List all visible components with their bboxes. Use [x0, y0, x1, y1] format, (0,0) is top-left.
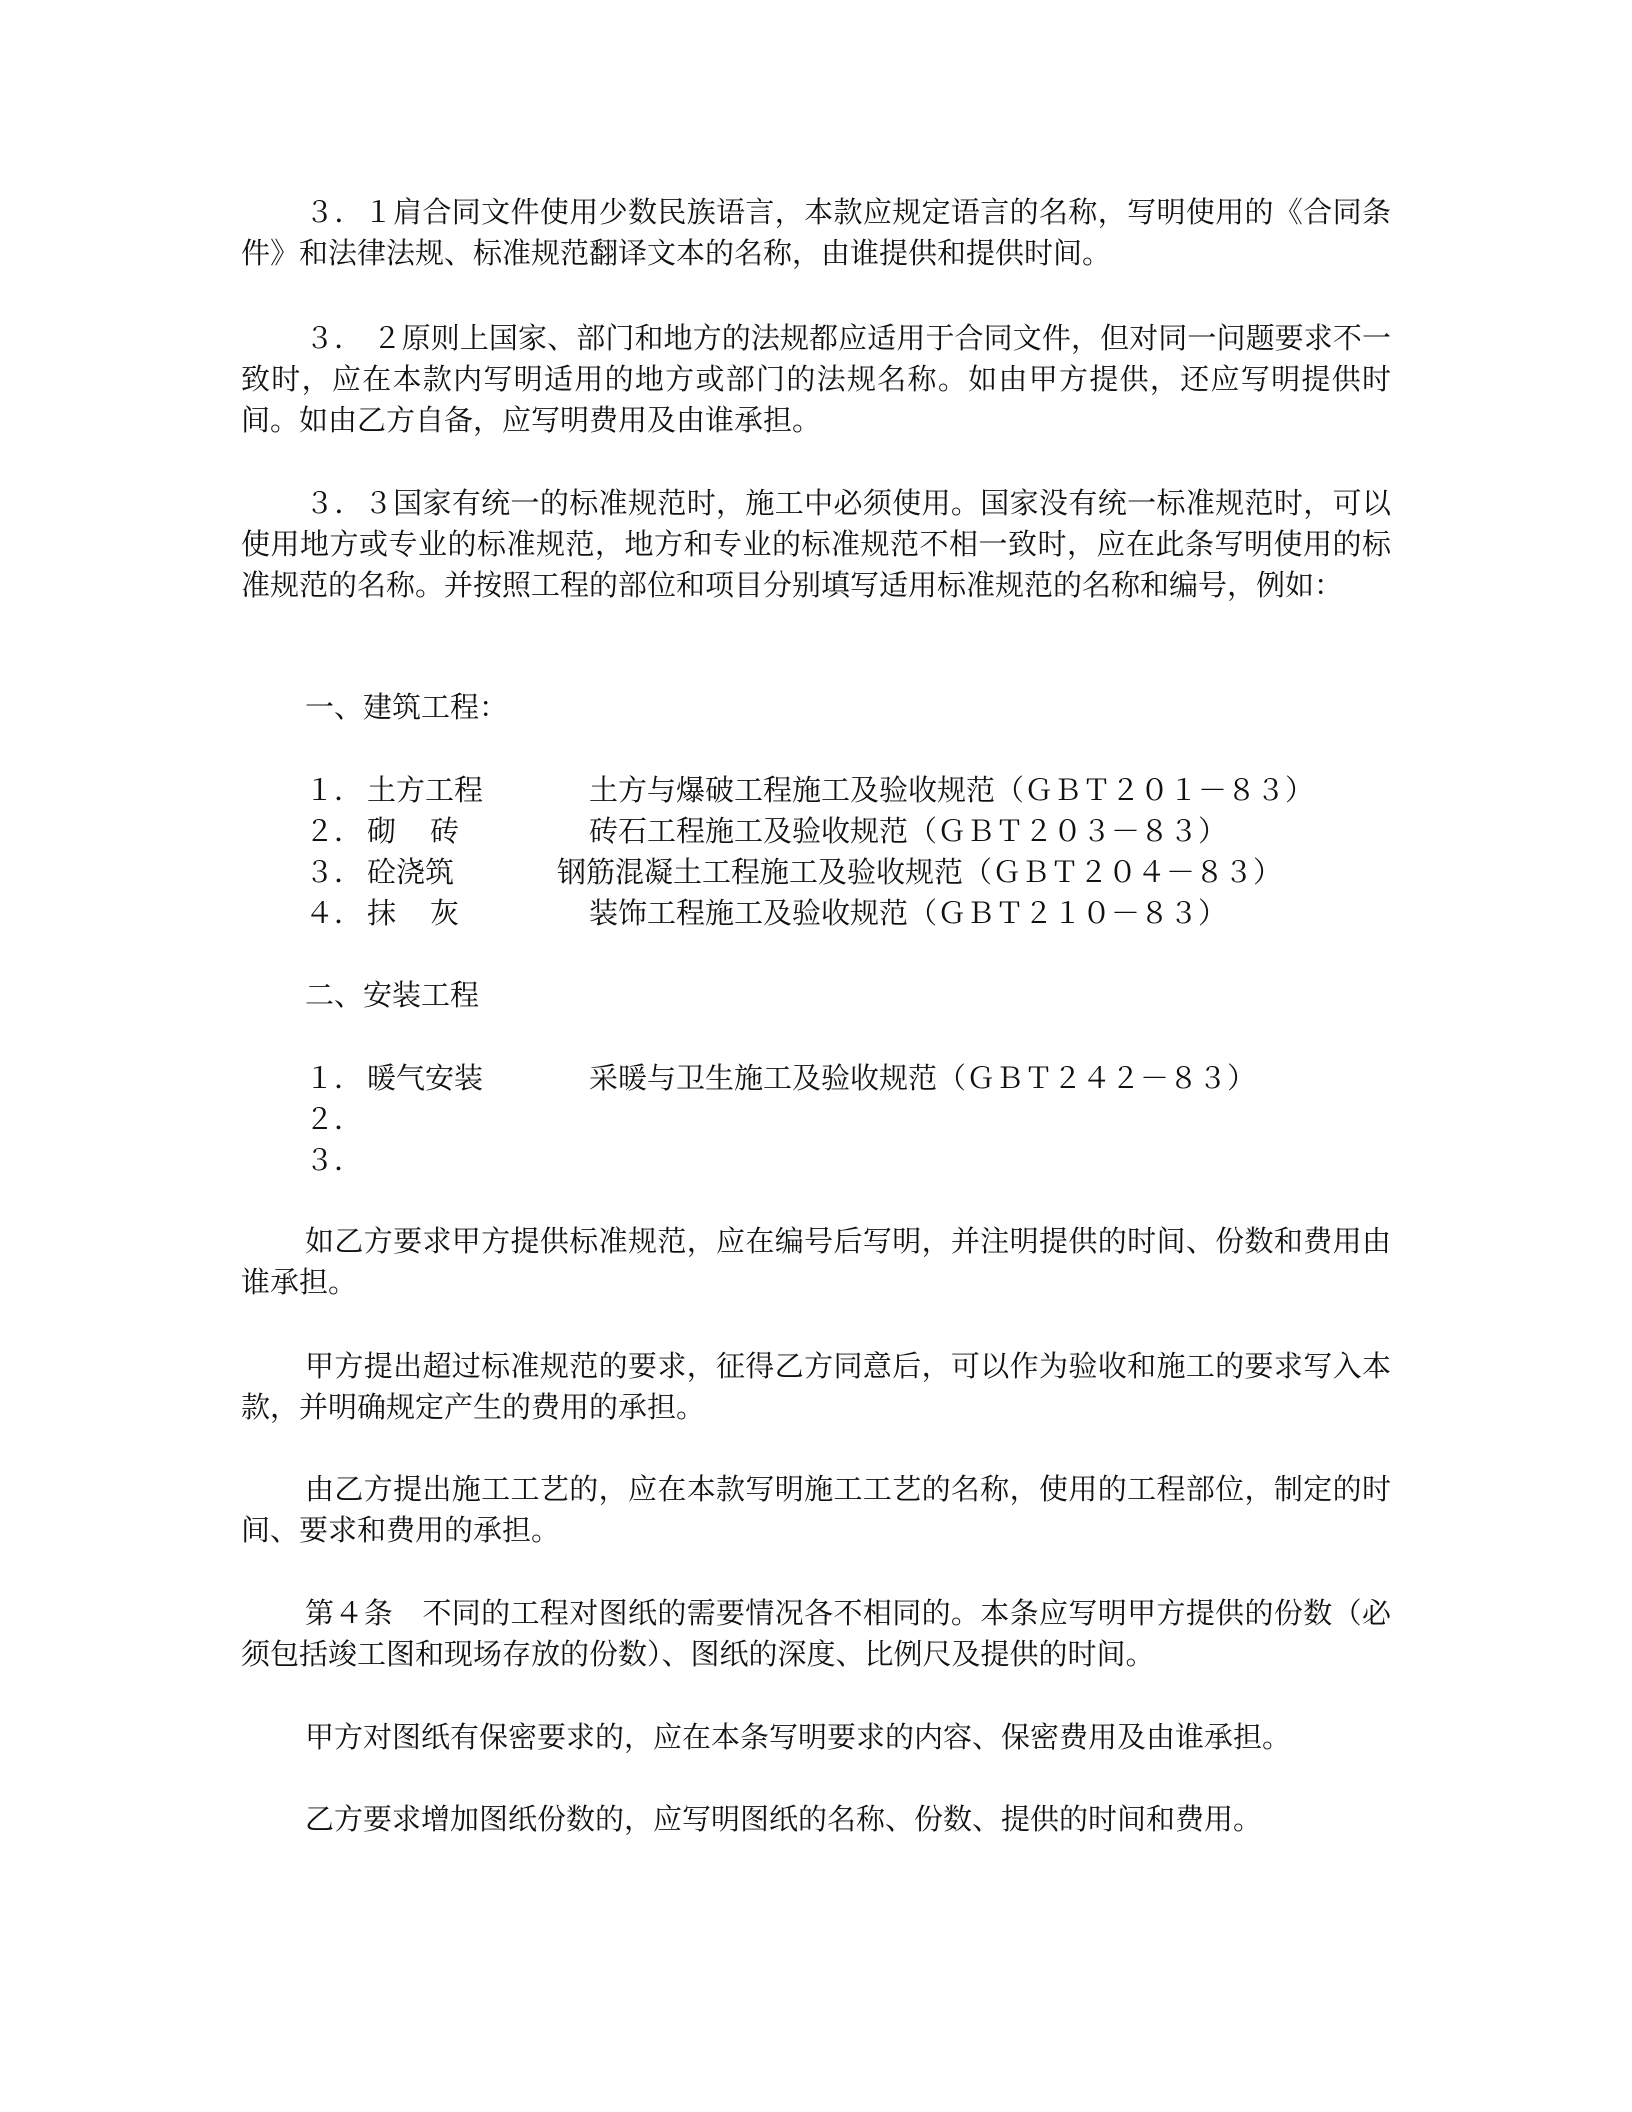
work-item-name: 暖气安装 [367, 1061, 484, 1095]
standard-name: 钢筋混凝土工程施工及验收规范（ＧＢＴ２０４－８３） [557, 855, 1283, 889]
paragraph-3-3: ３．３国家有统一的标准规范时，施工中必须使用。国家没有统一标准规范时，可以使用地方或专业的标准规范，地方和专业的标准规范不相一致时，应在此条写明使用的标准规范的名称。并按照工程的部位和项目分别填写适用标准规范的名称和编号，例如： [241, 486, 1391, 602]
standard-row [305, 1140, 1405, 1181]
standard-row [305, 811, 1405, 852]
standard-name: 采暖与卫生施工及验收规范（ＧＢＴ２４２－８３） [589, 1061, 1257, 1095]
standard-name: 装饰工程施工及验收规范（ＧＢＴ２１０－８３） [589, 896, 1228, 930]
section-heading-building: 一、建筑工程： [305, 690, 509, 724]
paragraph-article-4: 第４条 不同的工程对图纸的需要情况各不相同的。本条应写明甲方提供的份数（必须包括竣工图和现场存放的份数）、图纸的深度、比例尺及提供的时间。 [241, 1596, 1391, 1671]
standard-name: 土方与爆破工程施工及验收规范（ＧＢＴ２０１－８３） [589, 773, 1315, 807]
row-number: １． [305, 773, 364, 807]
paragraph-3-1: ３．１肩合同文件使用少数民族语言，本款应规定语言的名称，写明使用的《合同条件》和法律法规、标准规范翻译文本的名称，由谁提供和提供时间。 [241, 195, 1391, 270]
paragraph-confidentiality: 甲方对图纸有保密要求的，应在本条写明要求的内容、保密费用及由谁承担。 [305, 1720, 1292, 1754]
work-item-name: 砼浇筑 [367, 855, 455, 889]
row-number: ３． [305, 855, 364, 889]
work-item-name: 抹灰 [367, 896, 494, 930]
section-heading-install: 二、安装工程 [305, 978, 480, 1012]
paragraph-exceed-standards: 甲方提出超过标准规范的要求，征得乙方同意后，可以作为验收和施工的要求写入本款，并明确规定产生的费用的承担。 [241, 1349, 1391, 1424]
work-item-name: 土方工程 [367, 773, 484, 807]
paragraph-extra-copies: 乙方要求增加图纸份数的，应写明图纸的名称、份数、提供的时间和费用。 [305, 1802, 1263, 1836]
work-item-name: 砌砖 [367, 814, 494, 848]
paragraph-construction-craft: 由乙方提出施工工艺的，应在本款写明施工工艺的名称，使用的工程部位，制定的时间、要求和费用的承担。 [241, 1472, 1391, 1547]
standard-row [305, 852, 1405, 893]
standard-row [305, 1058, 1405, 1099]
paragraph-3-2: ３． ２原则上国家、部门和地方的法规都应适用于合同文件，但对同一问题要求不一致时，应在本款内写明适用的地方或部门的法规名称。如由甲方提供，还应写明提供时间。如由乙方自备，应写明费用及由谁承担。 [241, 321, 1391, 437]
row-number: ２． [305, 1102, 364, 1136]
row-number: ４． [305, 896, 364, 930]
row-number: ２． [305, 814, 364, 848]
standard-row [305, 893, 1405, 934]
paragraph-supply-standards: 如乙方要求甲方提供标准规范，应在编号后写明，并注明提供的时间、份数和费用由谁承担。 [241, 1224, 1391, 1299]
standard-name: 砖石工程施工及验收规范（ＧＢＴ２０３－８３） [589, 814, 1228, 848]
standard-row [305, 770, 1405, 811]
row-number: １． [305, 1061, 364, 1095]
row-number: ３． [305, 1143, 364, 1177]
standard-row [305, 1099, 1405, 1140]
